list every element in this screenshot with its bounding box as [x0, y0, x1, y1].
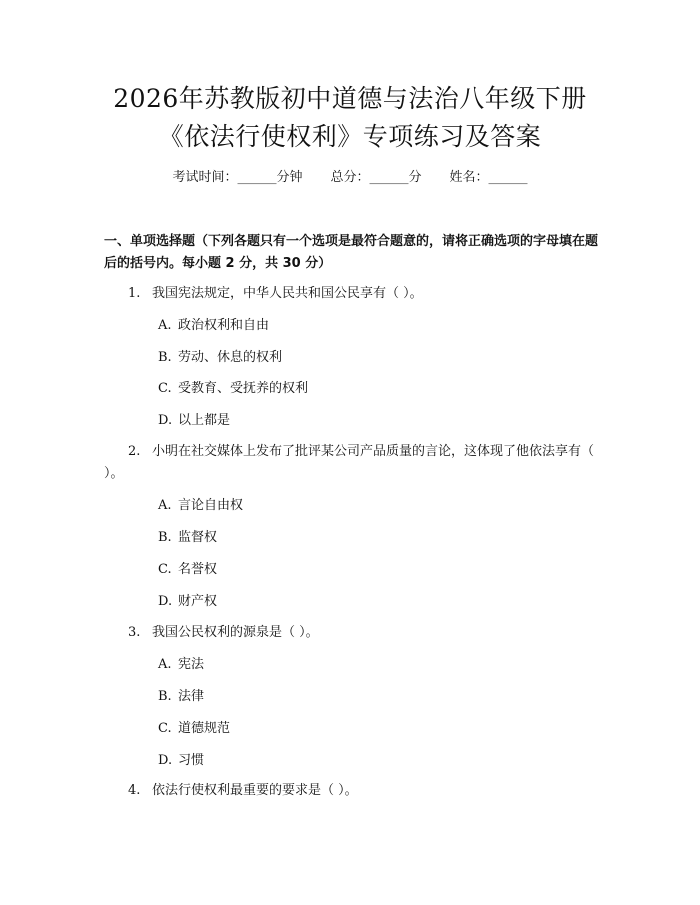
question-1-option-c — [158, 379, 308, 399]
option-text: 受教育、受抚养的权利 — [178, 381, 309, 396]
question-number: 1. — [128, 286, 141, 301]
option-text: 法律 — [178, 689, 205, 704]
time-blank: ______ — [237, 170, 277, 185]
question-text: 小明在社交媒体上发布了批评某公司产品质量的言论，这体现了他依法享有（ ）。 — [104, 444, 595, 481]
option-letter: B. — [158, 350, 172, 365]
question-2-option-c — [158, 560, 217, 580]
option-text: 习惯 — [178, 753, 205, 768]
exam-meta — [0, 168, 700, 188]
option-letter: D. — [158, 594, 173, 609]
time-label: 考试时间： — [172, 170, 238, 185]
question-3-option-d — [158, 751, 204, 771]
option-text: 劳动、休息的权利 — [178, 350, 283, 365]
question-text: 我国宪法规定，中华人民共和国公民享有（ ）。 — [152, 286, 423, 301]
question-text: 我国公民权利的源泉是（ ）。 — [152, 625, 319, 640]
question-text: 依法行使权利最重要的要求是（ ）。 — [152, 783, 358, 798]
section-heading-single-choice: 一、单项选择题（下列各题只有一个选项是最符合题意的，请将正确选项的字母填在题后的括号内。每小题 2 分，共 30 分） — [104, 234, 599, 271]
question-1 — [104, 283, 604, 305]
option-letter: A. — [158, 498, 172, 513]
option-text: 以上都是 — [178, 413, 231, 428]
score-unit: 分 — [408, 170, 422, 185]
option-text: 名誉权 — [178, 562, 218, 577]
name-label: 姓名： — [449, 170, 489, 185]
question-4 — [104, 780, 604, 802]
question-number: 2. — [128, 444, 141, 459]
question-2-option-d — [158, 592, 217, 612]
question-3-option-b — [158, 687, 204, 707]
question-2-option-b — [158, 528, 217, 548]
option-letter: B. — [158, 530, 172, 545]
option-letter: A. — [158, 657, 172, 672]
option-letter: C. — [158, 562, 172, 577]
option-letter: C. — [158, 381, 172, 396]
name-blank: ______ — [488, 170, 528, 185]
question-1-option-a — [158, 316, 269, 336]
option-text: 政治权利和自由 — [178, 318, 270, 333]
question-2-option-a — [158, 496, 243, 516]
score-blank: ______ — [369, 170, 409, 185]
option-text: 监督权 — [178, 530, 218, 545]
option-letter: D. — [158, 753, 173, 768]
question-number: 3. — [128, 625, 141, 640]
score-label: 总分： — [330, 170, 370, 185]
option-letter: B. — [158, 689, 172, 704]
option-text: 言论自由权 — [178, 498, 244, 513]
question-3-option-a — [158, 655, 204, 675]
time-unit: 分钟 — [276, 170, 303, 185]
option-letter: C. — [158, 721, 172, 736]
option-text: 财产权 — [178, 594, 218, 609]
question-3 — [104, 622, 604, 644]
option-text: 宪法 — [178, 657, 205, 672]
page-title-line2: 《依法行使权利》专项练习及答案 — [158, 122, 542, 151]
page-title-line1: 2026年苏教版初中道德与法治八年级下册 — [113, 84, 587, 113]
option-text: 道德规范 — [178, 721, 231, 736]
question-1-option-b — [158, 348, 282, 368]
question-2 — [104, 441, 604, 485]
question-1-option-d — [158, 411, 230, 431]
question-number: 4. — [128, 783, 141, 798]
option-letter: A. — [158, 318, 172, 333]
option-letter: D. — [158, 413, 173, 428]
question-3-option-c — [158, 719, 230, 739]
